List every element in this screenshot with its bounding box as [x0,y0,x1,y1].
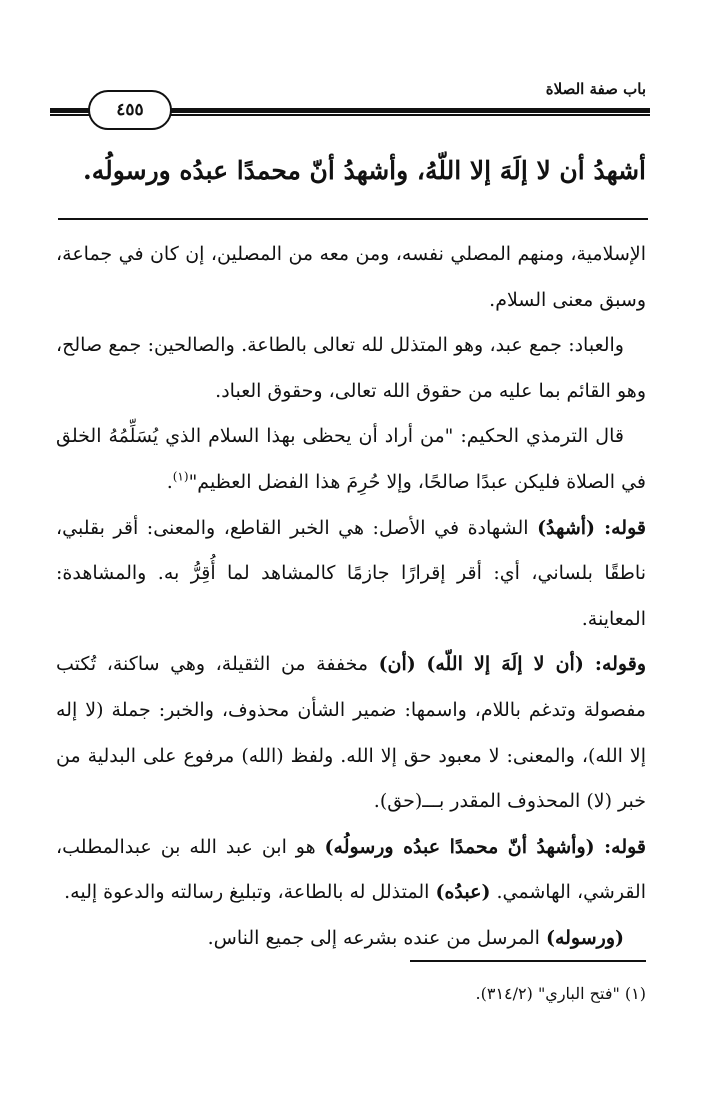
hadith-text: أشهدُ أن لا إلَهَ إلا اللّهُ، وأشهدُ أنّ محمدًا عبدُه ورسولُه. [82,156,646,185]
header-rule-right [170,108,650,116]
paragraph-5 [56,642,646,824]
header-rule-left [50,108,90,116]
commentary-body [56,232,646,962]
paragraph-3 [56,414,646,505]
paragraph-5-label: وقوله: (أن لا إلَهَ إلا اللّه) [426,653,646,676]
paragraph-7 [56,916,646,962]
paragraph-6-text-2: المتذلل له بالطاعة، وتبليغ رسالته والدعوة إليه. [64,881,436,904]
paragraph-6 [56,825,646,916]
paragraph-5-label-2: (أن) [378,653,416,676]
paragraph-7-text: المرسل من عنده بشرعه إلى جميع الناس. [207,926,546,949]
paragraph-4-label: قوله: (أشهدُ) [537,516,646,539]
paragraph-6-label: قوله: (وأشهدُ أنّ محمدًا عبدُه ورسولُه) [324,835,647,858]
paragraph-6-label-2: (عبدُه) [435,881,491,904]
paragraph-3-text: قال الترمذي الحكيم: "من أراد أن يحظى بهذا السلام الذي يُسَلِّمُهُ الخلق في الصلاة فليكن عبدًا صالحًا، وإلا حُرِمَ هذا الفضل العظيم" [56,425,646,493]
footnote: (١) "فتح الباري" (٣١٤/٢). [475,984,646,1003]
paragraph-2: والعباد: جمع عبد، وهو المتذلل لله تعالى بالطاعة. والصالحين: جمع صالح، وهو القائم بما عليه من حقوق الله تعالى، وحقوق العباد. [56,334,646,402]
paragraph-1: الإسلامية، ومنهم المصلي نفسه، ومن معه من المصلين، إن كان في جماعة، وسبق معنى السلام. [56,243,646,311]
paragraph-4 [56,506,646,643]
paragraph-5-text: مخففة من الثقيلة، وهي ساكنة، تُكتب مفصولة وتدغم باللام، واسمها: ضمير الشأن محذوف، والخبر: جملة (لا إله إلا الله)، والمعنى: لا معبود حق إلا الله. ولفظ (الله) مرفوع على البدلية من خبر (لا) المحذوف المقدر بـــ(حق). [56,653,646,813]
paragraph-4-text: الشهادة في الأصل: هي الخبر القاطع، والمعنى: أقر بقلبي، ناطقًا بلساني، أي: أقر إقرارًا جازمًا كالمشاهد لما أُقِرُّ به. والمشاهدة: المعاينة. [56,516,646,630]
paragraph-7-label: (ورسوله) [545,926,624,949]
page-number: ٤٥٥ [88,90,172,130]
paragraph-3-end: . [166,470,173,493]
paragraph-6-text: هو ابن عبد الله بن عبدالمطلب، القرشي، الهاشمي. [56,835,646,904]
footnote-reference[interactable]: (١) [172,469,189,484]
section-divider [58,218,648,220]
chapter-title: باب صفة الصلاة [545,80,646,98]
footnote-rule [410,960,646,962]
